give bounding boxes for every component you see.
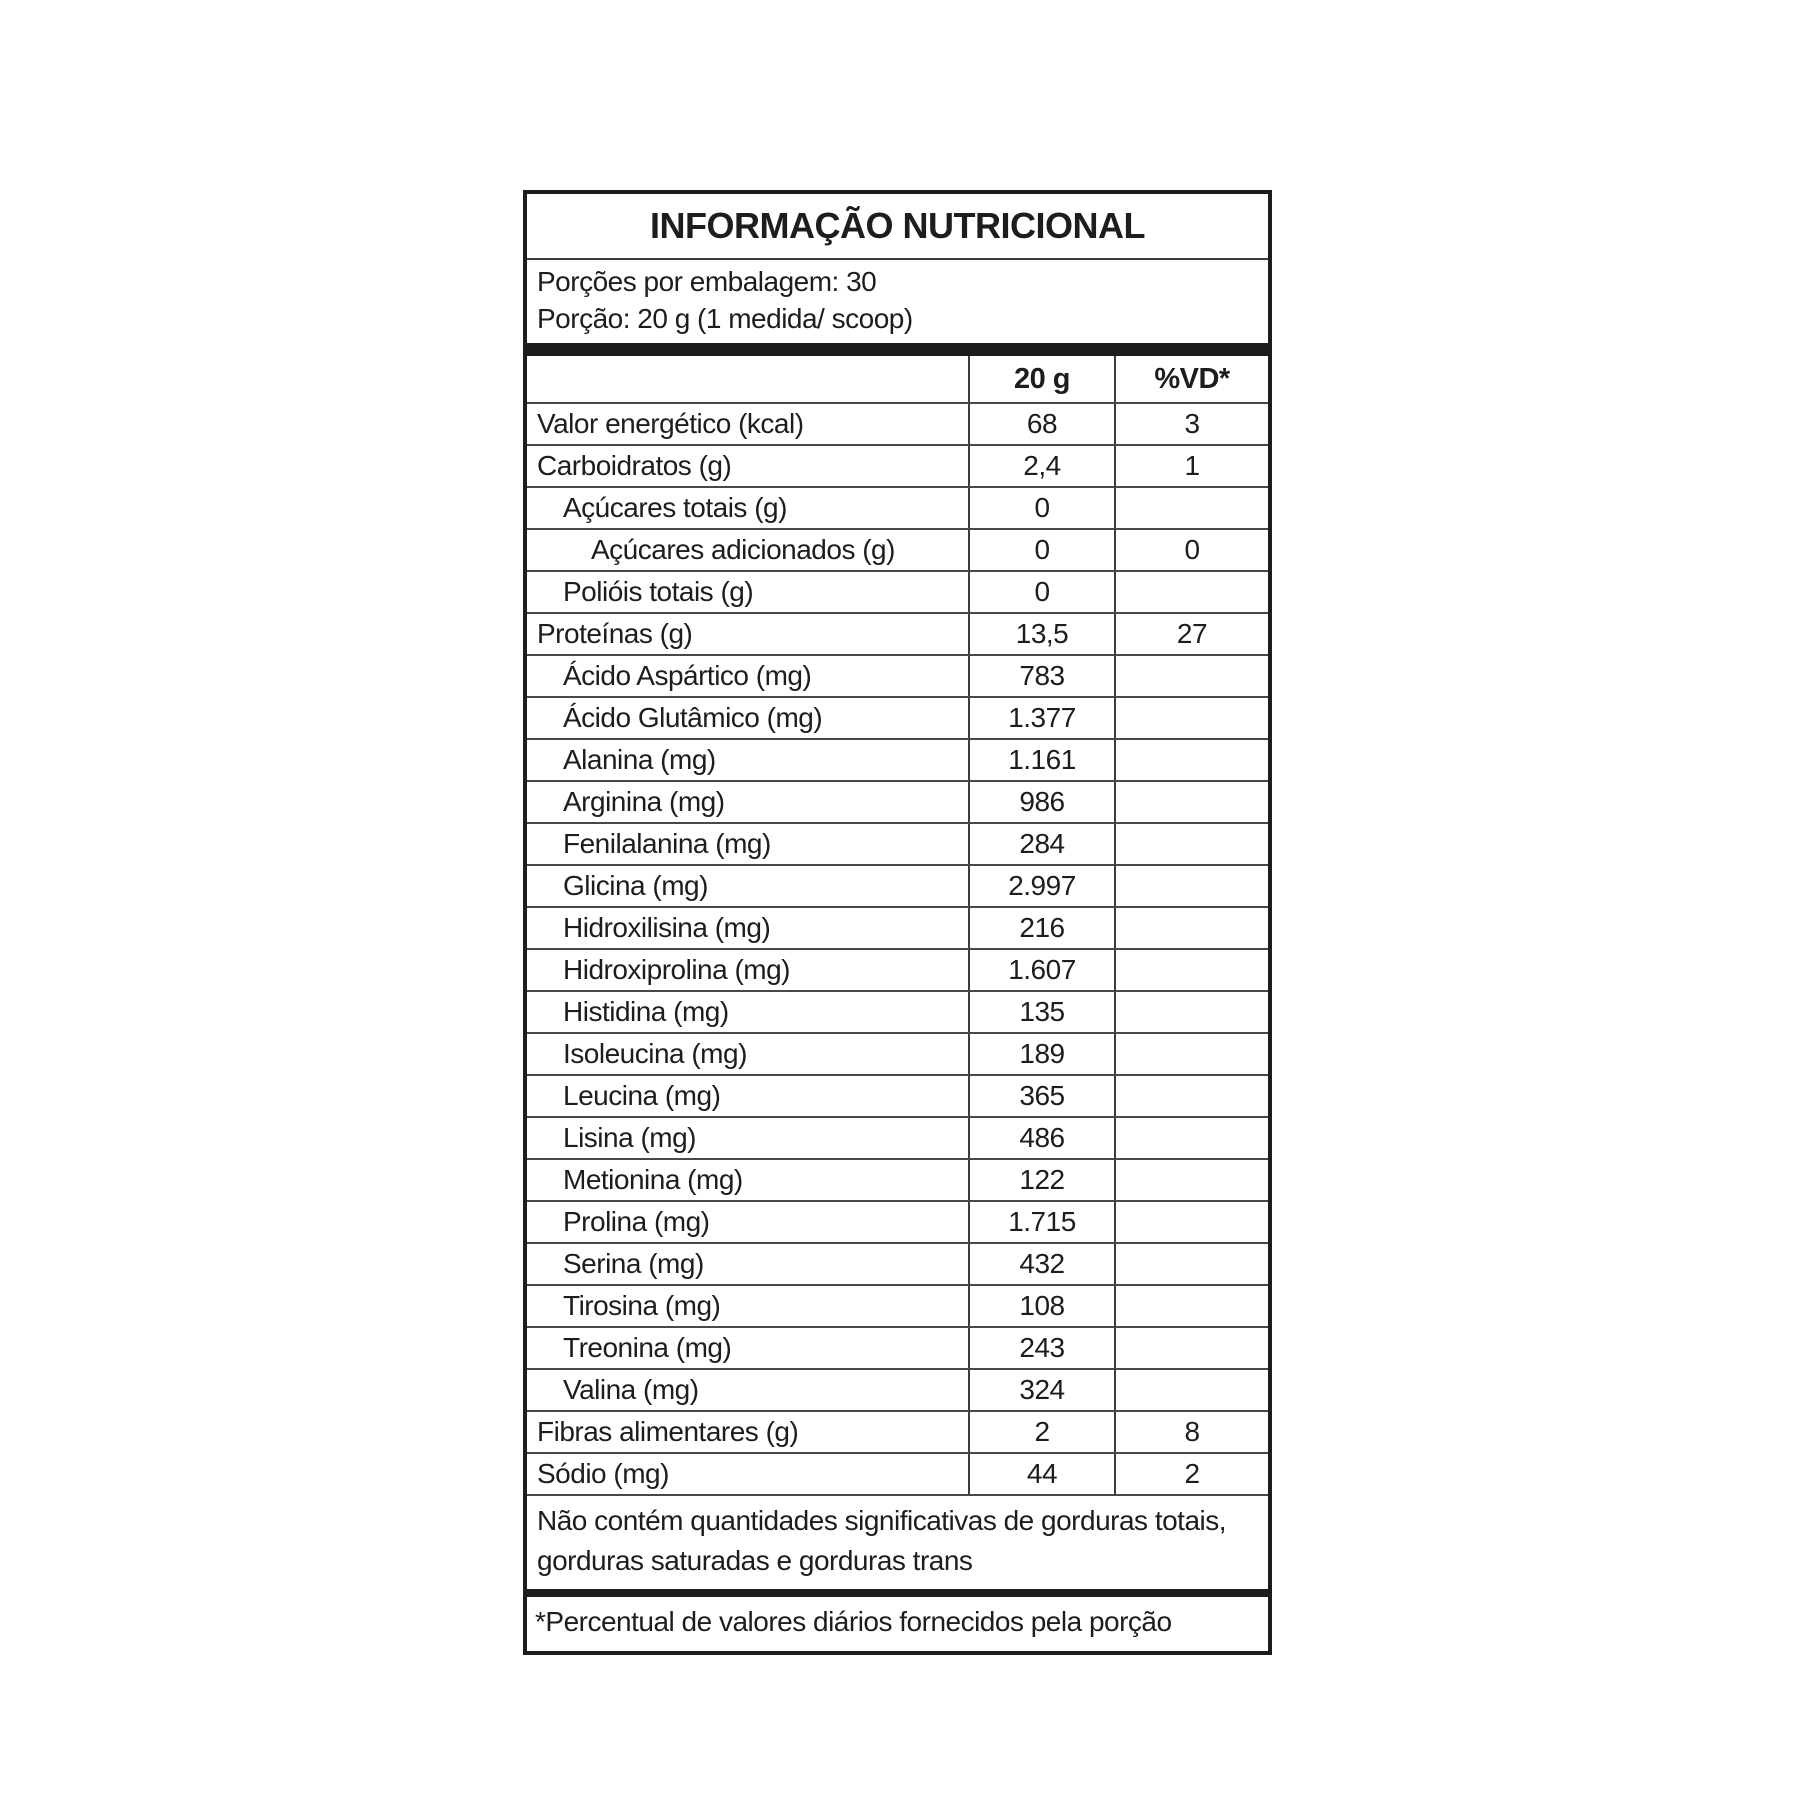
row-dv	[1114, 824, 1268, 864]
row-amount: 1.377	[968, 698, 1114, 738]
table-row	[527, 1074, 1268, 1116]
table-row	[527, 1410, 1268, 1452]
row-dv	[1114, 1160, 1268, 1200]
row-dv	[1114, 488, 1268, 528]
row-label: Glicina (mg)	[563, 870, 708, 901]
table-row	[527, 780, 1268, 822]
table-row	[527, 654, 1268, 696]
row-amount: 216	[968, 908, 1114, 948]
row-label: Açúcares adicionados (g)	[591, 534, 895, 565]
row-amount: 365	[968, 1076, 1114, 1116]
row-dv: 2	[1114, 1454, 1268, 1494]
row-label: Carboidratos (g)	[537, 450, 732, 481]
row-dv	[1114, 1076, 1268, 1116]
table-row	[527, 570, 1268, 612]
row-amount: 2,4	[968, 446, 1114, 486]
row-label: Arginina (mg)	[563, 786, 725, 817]
header-separator-bar	[527, 343, 1268, 356]
row-label: Lisina (mg)	[563, 1122, 696, 1153]
row-label: Fibras alimentares (g)	[537, 1416, 799, 1447]
row-label: Hidroxilisina (mg)	[563, 912, 771, 943]
table-row	[527, 864, 1268, 906]
table-row	[527, 990, 1268, 1032]
row-label: Fenilalanina (mg)	[563, 828, 771, 859]
table-row	[527, 822, 1268, 864]
row-label: Histidina (mg)	[563, 996, 729, 1027]
column-header-amount: 20 g	[968, 356, 1114, 402]
row-label: Serina (mg)	[563, 1248, 704, 1279]
row-label: Isoleucina (mg)	[563, 1038, 747, 1069]
table-row	[527, 1242, 1268, 1284]
row-amount: 324	[968, 1370, 1114, 1410]
row-label: Prolina (mg)	[563, 1206, 710, 1237]
table-row	[527, 1368, 1268, 1410]
row-dv	[1114, 1118, 1268, 1158]
row-dv	[1114, 908, 1268, 948]
row-amount: 1.715	[968, 1202, 1114, 1242]
nutrition-label	[523, 190, 1272, 1655]
row-dv: 8	[1114, 1412, 1268, 1452]
row-label: Hidroxiprolina (mg)	[563, 954, 791, 985]
table-row	[527, 402, 1268, 444]
servings-per-package: Porções por embalagem: 30	[537, 266, 877, 297]
row-amount: 284	[968, 824, 1114, 864]
row-dv	[1114, 950, 1268, 990]
table-row	[527, 1116, 1268, 1158]
row-label: Proteínas (g)	[537, 618, 693, 649]
row-dv	[1114, 740, 1268, 780]
row-label: Sódio (mg)	[537, 1458, 669, 1489]
row-amount: 0	[968, 488, 1114, 528]
table-row	[527, 1032, 1268, 1074]
row-dv	[1114, 1202, 1268, 1242]
row-dv	[1114, 572, 1268, 612]
row-amount: 0	[968, 530, 1114, 570]
serving-info-block	[527, 260, 1268, 343]
table-row	[527, 906, 1268, 948]
row-amount: 2	[968, 1412, 1114, 1452]
row-label: Metionina (mg)	[563, 1164, 743, 1195]
row-amount: 783	[968, 656, 1114, 696]
column-header-row	[527, 356, 1268, 402]
row-amount: 432	[968, 1244, 1114, 1284]
dv-footnote: *Percentual de valores diários fornecidos pela porção	[535, 1606, 1172, 1637]
row-dv	[1114, 866, 1268, 906]
table-row	[527, 1452, 1268, 1494]
row-dv	[1114, 1328, 1268, 1368]
row-amount: 243	[968, 1328, 1114, 1368]
row-amount: 986	[968, 782, 1114, 822]
row-amount: 13,5	[968, 614, 1114, 654]
row-label: Polióis totais (g)	[563, 576, 754, 607]
no-significant-amounts-note	[527, 1494, 1268, 1589]
row-label: Valor energético (kcal)	[537, 408, 804, 439]
label-title: INFORMAÇÃO NUTRICIONAL	[527, 194, 1268, 260]
row-dv	[1114, 1286, 1268, 1326]
row-amount: 0	[968, 572, 1114, 612]
row-amount: 2.997	[968, 866, 1114, 906]
row-dv	[1114, 1244, 1268, 1284]
table-row	[527, 528, 1268, 570]
table-row	[527, 486, 1268, 528]
row-dv	[1114, 992, 1268, 1032]
row-dv	[1114, 656, 1268, 696]
row-label: Ácido Glutâmico (mg)	[563, 702, 823, 733]
row-dv	[1114, 782, 1268, 822]
column-header-dv: %VD*	[1114, 356, 1268, 402]
table-row	[527, 696, 1268, 738]
serving-size: Porção: 20 g (1 medida/ scoop)	[537, 303, 913, 334]
row-label: Leucina (mg)	[563, 1080, 721, 1111]
row-label: Tirosina (mg)	[563, 1290, 721, 1321]
column-header-empty	[527, 356, 968, 402]
row-amount: 108	[968, 1286, 1114, 1326]
row-dv: 27	[1114, 614, 1268, 654]
row-amount: 68	[968, 404, 1114, 444]
row-label: Valina (mg)	[563, 1374, 699, 1405]
row-amount: 1.161	[968, 740, 1114, 780]
note-line-1: Não contém quantidades significativas de gorduras totais,	[537, 1505, 1227, 1536]
row-dv: 3	[1114, 404, 1268, 444]
row-amount: 189	[968, 1034, 1114, 1074]
table-row	[527, 1326, 1268, 1368]
row-dv	[1114, 1370, 1268, 1410]
nutrient-rows	[527, 402, 1268, 1494]
row-dv	[1114, 1034, 1268, 1074]
table-row	[527, 1284, 1268, 1326]
table-row	[527, 1158, 1268, 1200]
row-label: Açúcares totais (g)	[563, 492, 787, 523]
footnote-separator-bar	[527, 1589, 1268, 1597]
row-amount: 122	[968, 1160, 1114, 1200]
row-dv	[1114, 698, 1268, 738]
row-amount: 135	[968, 992, 1114, 1032]
table-row	[527, 444, 1268, 486]
row-label: Alanina (mg)	[563, 744, 716, 775]
row-label: Treonina (mg)	[563, 1332, 732, 1363]
row-dv: 0	[1114, 530, 1268, 570]
row-amount: 1.607	[968, 950, 1114, 990]
row-amount: 44	[968, 1454, 1114, 1494]
table-row	[527, 948, 1268, 990]
row-label: Ácido Aspártico (mg)	[563, 660, 812, 691]
note-line-2: gorduras saturadas e gorduras trans	[537, 1545, 973, 1576]
table-row	[527, 612, 1268, 654]
table-row	[527, 1200, 1268, 1242]
table-row	[527, 738, 1268, 780]
row-dv: 1	[1114, 446, 1268, 486]
row-amount: 486	[968, 1118, 1114, 1158]
